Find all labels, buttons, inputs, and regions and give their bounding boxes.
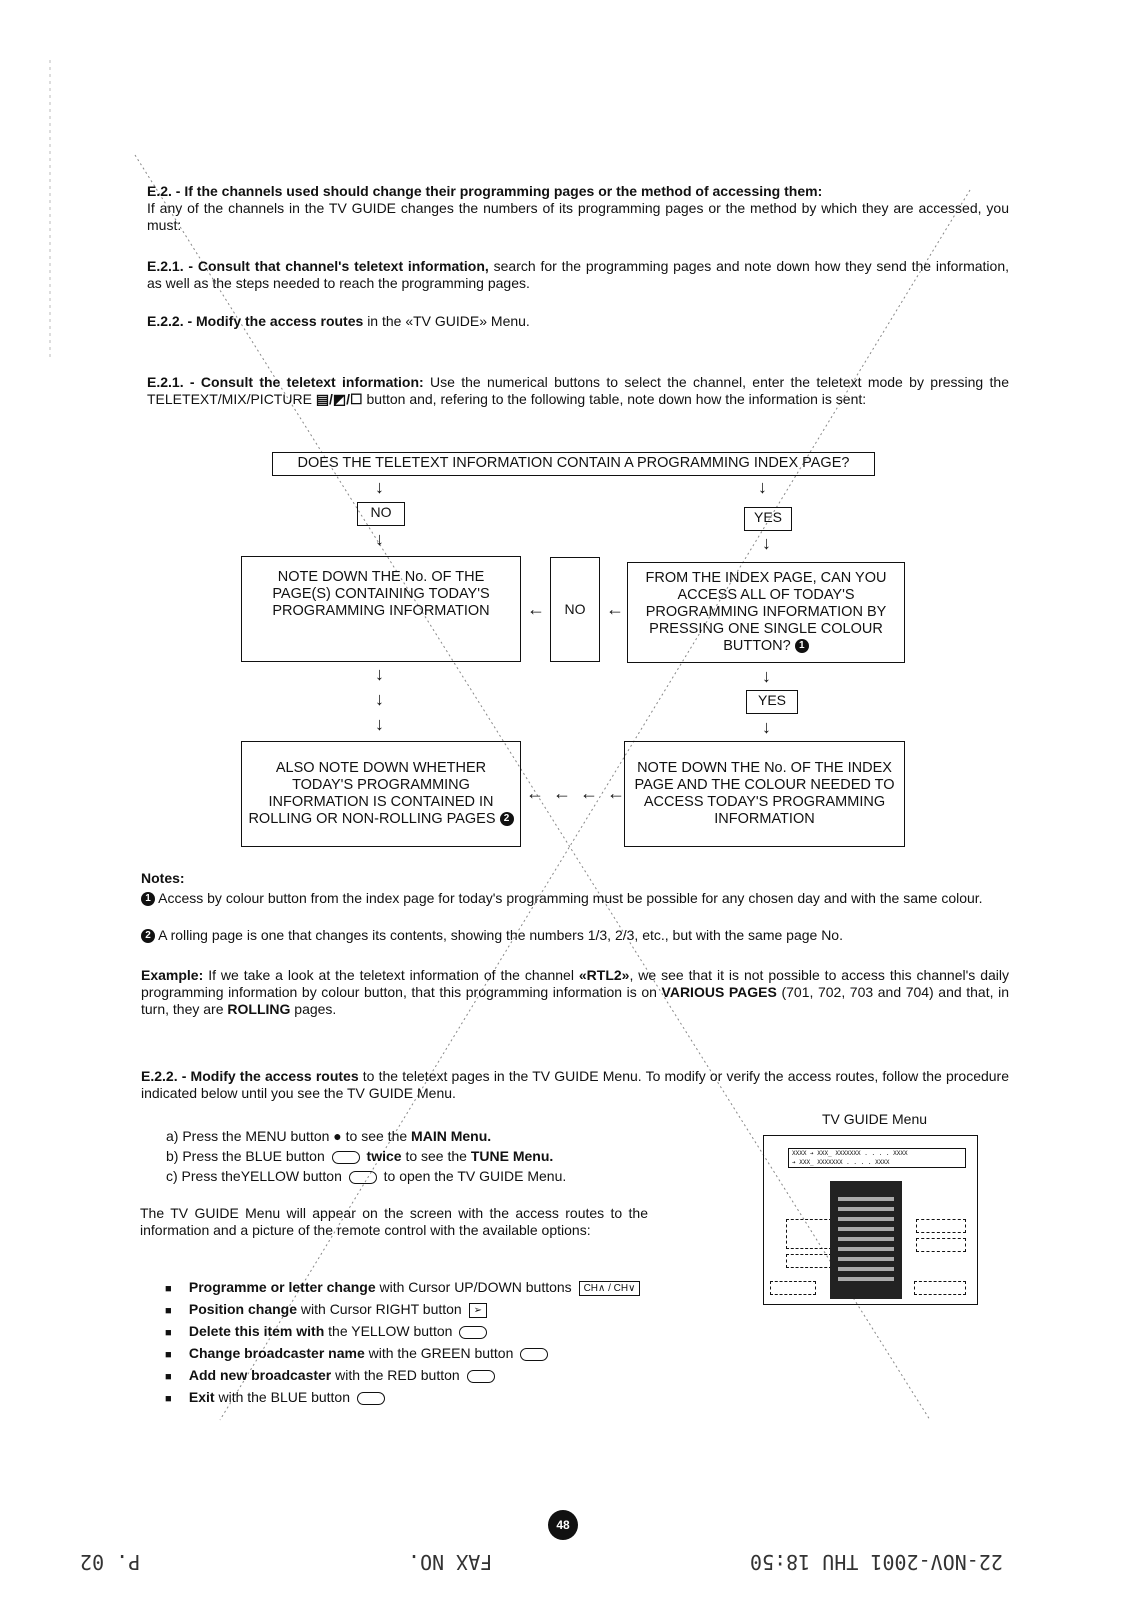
option-add-broadcaster xyxy=(165,1365,643,1387)
example-channel: «RTL2» xyxy=(578,967,630,983)
notes-title: Notes: xyxy=(141,870,185,886)
option-text: with the GREEN button xyxy=(368,1345,514,1361)
option-bold: Position change xyxy=(188,1301,298,1317)
option-text: with Cursor RIGHT button xyxy=(300,1301,462,1317)
example-various: VARIOUS PAGES xyxy=(661,984,777,1000)
option-text: with the RED button xyxy=(335,1367,460,1383)
cursor-right-icon: ➢ xyxy=(469,1303,487,1318)
flow-yes-box: YES xyxy=(744,507,792,531)
tvguide-label-box xyxy=(770,1281,816,1295)
ch-up-down-icon: CH∧ / CH∨ xyxy=(579,1281,641,1296)
note-marker-2-icon: 2 xyxy=(500,812,514,826)
flow-mid-no-box: NO xyxy=(550,557,600,662)
example-text-1: If we take a look at the teletext information of the channel xyxy=(208,967,574,983)
blue-button-icon xyxy=(332,1151,360,1164)
option-bold: Exit xyxy=(188,1389,215,1405)
arrow-down: ↓ xyxy=(758,477,767,497)
arrow-left: ← xyxy=(606,599,624,619)
page-number: 48 xyxy=(548,1510,578,1540)
step-c-text: c) Press theYELLOW button xyxy=(166,1168,342,1184)
note-marker-2-icon: 2 xyxy=(141,929,155,943)
option-change-name xyxy=(165,1343,643,1365)
e22-short-label: E.2.2. - Modify the access routes xyxy=(147,313,364,329)
e21-short-text: search for the programming pages and note down how they send the information, as well as the steps needed to reach the programming pages. xyxy=(147,258,1009,291)
e2-section xyxy=(147,183,1009,234)
note-1 xyxy=(141,890,1009,907)
step-b xyxy=(166,1146,566,1166)
tvguide-row-1: XXXX ➔ XXX_ XXXXXXX . . . . XXXX xyxy=(792,1150,908,1157)
step-b-tune-menu: TUNE Menu. xyxy=(470,1148,554,1164)
fax-date-label: 22-NOV-2001 THU 18:50 xyxy=(750,1550,1003,1574)
tvguide-screen-image xyxy=(763,1135,978,1305)
arrow-down: ↓ xyxy=(375,689,384,709)
e22-long-text: to the teletext pages in the TV GUIDE Menu. To modify or verify the access routes, follow the procedure indicated below until you see the TV GUIDE Menu. xyxy=(141,1068,1009,1101)
menu-button-icon: ● xyxy=(333,1128,342,1144)
step-b-twice: twice xyxy=(366,1148,402,1164)
tvguide-label-box xyxy=(914,1281,966,1295)
e2-intro: If any of the channels in the TV GUIDE changes the numbers of its programming pages or the method by which they are accessed, you must: xyxy=(147,200,1009,233)
example-text-2: , we see that it is not possible to access this channel's daily programming information by colour button, that this programming information is on xyxy=(141,967,1010,1000)
arrows-left-chain: ← ← ← ← xyxy=(526,783,628,803)
fax-number-label: FAX NO. xyxy=(408,1550,493,1574)
flow-no-box: NO xyxy=(357,502,405,526)
option-text: with Cursor UP/DOWN buttons xyxy=(379,1279,572,1295)
arrow-down: ↓ xyxy=(375,529,384,549)
tvguide-label-box xyxy=(786,1219,832,1249)
steps-list xyxy=(166,1126,566,1186)
flow-note-index-box: NOTE DOWN THE No. OF THE INDEX PAGE AND THE COLOUR NEEDED TO ACCESS TODAY'S PROGRAMMING INFORMATION xyxy=(624,741,905,847)
arrow-down: ↓ xyxy=(762,533,771,553)
e22-short xyxy=(147,313,1009,330)
tvguide-label-box xyxy=(916,1219,966,1233)
example-paragraph xyxy=(141,967,1009,1018)
tvguide-label-box xyxy=(786,1254,832,1268)
tvguide-screen-rows xyxy=(788,1148,966,1168)
flow-index-question-box xyxy=(627,562,905,663)
e21-long-text2: button and, refering to the following table, note down how the information is sent: xyxy=(366,391,867,407)
step-a-text: a) Press the MENU button xyxy=(166,1128,330,1144)
example-label: Example: xyxy=(141,967,204,983)
option-bold: Delete this item with xyxy=(188,1323,325,1339)
tvguide-row-2: ➔ XXX_ XXXXXXX . . . . XXXX xyxy=(792,1159,890,1166)
teletext-mix-picture-icons: ▤/◩/☐ xyxy=(315,391,363,407)
tvguide-label-box xyxy=(916,1238,966,1252)
arrow-down: ↓ xyxy=(375,664,384,684)
e22-long-label: E.2.2. - Modify the access routes xyxy=(141,1068,359,1084)
red-button-icon xyxy=(467,1370,495,1383)
flow-also-note-text: ALSO NOTE DOWN WHETHER TODAY'S PROGRAMMING INFORMATION IS CONTAINED IN ROLLING OR NON-ROLLING PAGES xyxy=(248,760,496,827)
arrow-left: ← xyxy=(527,599,545,619)
blue-button-icon xyxy=(357,1392,385,1405)
step-b-text-2: to see the xyxy=(405,1148,467,1164)
option-delete xyxy=(165,1321,643,1343)
option-bold: Programme or letter change xyxy=(188,1279,376,1295)
e21-short xyxy=(147,258,1009,292)
yellow-button-icon xyxy=(459,1326,487,1339)
flow-also-note-box xyxy=(241,741,521,847)
option-position-change xyxy=(165,1299,643,1321)
step-c-text-2: to open the TV GUIDE Menu. xyxy=(383,1168,567,1184)
step-b-text: b) Press the BLUE button xyxy=(166,1148,325,1164)
step-a-main-menu: MAIN Menu. xyxy=(411,1128,492,1144)
e22-short-text: in the «TV GUIDE» Menu. xyxy=(367,313,530,329)
arrow-down: ↓ xyxy=(375,714,384,734)
example-rolling: ROLLING xyxy=(227,1001,291,1017)
option-text: the YELLOW button xyxy=(328,1323,453,1339)
example-text-4: pages. xyxy=(294,1001,337,1017)
option-programme-change xyxy=(165,1277,643,1299)
flow-index-question-text: FROM THE INDEX PAGE, CAN YOU ACCESS ALL OF TODAY'S PROGRAMMING INFORMATION BY PRESSING ONE SINGLE COLOUR BUTTON? xyxy=(645,570,887,654)
option-bold: Change broadcaster name xyxy=(188,1345,365,1361)
note-marker-1-icon: 1 xyxy=(141,892,155,906)
option-exit xyxy=(165,1387,643,1409)
arrow-down: ↓ xyxy=(375,477,384,497)
remote-control-icon xyxy=(830,1181,902,1299)
e21-long-label: E.2.1. - Consult the teletext information: xyxy=(147,374,424,390)
flow-note-page-box: NOTE DOWN THE No. OF THE PAGE(S) CONTAINING TODAY'S PROGRAMMING INFORMATION xyxy=(241,556,521,662)
flow-yes2-box: YES xyxy=(746,690,798,714)
yellow-button-icon xyxy=(349,1171,377,1184)
menu-intro: The TV GUIDE Menu will appear on the screen with the access routes to the information and a picture of the remote control with the available options: xyxy=(140,1205,648,1238)
arrow-down: ↓ xyxy=(762,717,771,737)
note-1-text: Access by colour button from the index page for today's programming must be possible for any chosen day and with the same colour. xyxy=(158,890,983,906)
arrow-down: ↓ xyxy=(762,666,771,686)
e21-long xyxy=(147,374,1009,408)
example-text-3: (701, 702, 703 and 704) and that, in turn, they are xyxy=(141,984,1009,1017)
options-list xyxy=(165,1277,643,1409)
step-a-text-2: to see the xyxy=(345,1128,408,1144)
note-2-text: A rolling page is one that changes its contents, showing the numbers 1/3, 2/3, etc., but with the same page No. xyxy=(158,927,843,943)
e21-short-label: E.2.1. - Consult that channel's teletext information, xyxy=(147,258,489,274)
e2-heading: E.2. - If the channels used should change their programming pages or the method of accessing them: xyxy=(147,183,823,199)
green-button-icon xyxy=(520,1348,548,1361)
step-a xyxy=(166,1126,566,1146)
option-text: with the BLUE button xyxy=(218,1389,350,1405)
note-marker-1-icon: 1 xyxy=(795,639,809,653)
note-2 xyxy=(141,927,1009,944)
tvguide-caption: TV GUIDE Menu xyxy=(822,1111,928,1127)
e21-long-text: Use the numerical buttons to select the channel, enter the teletext mode by pressing the TELETEXT/MIX/PICTURE xyxy=(147,374,1010,407)
option-bold: Add new broadcaster xyxy=(188,1367,332,1383)
step-c xyxy=(166,1166,566,1186)
flow-question-box: DOES THE TELETEXT INFORMATION CONTAIN A PROGRAMMING INDEX PAGE? xyxy=(272,452,875,476)
e22-long xyxy=(141,1068,1009,1102)
fax-page-label: P. 02 xyxy=(80,1550,141,1574)
